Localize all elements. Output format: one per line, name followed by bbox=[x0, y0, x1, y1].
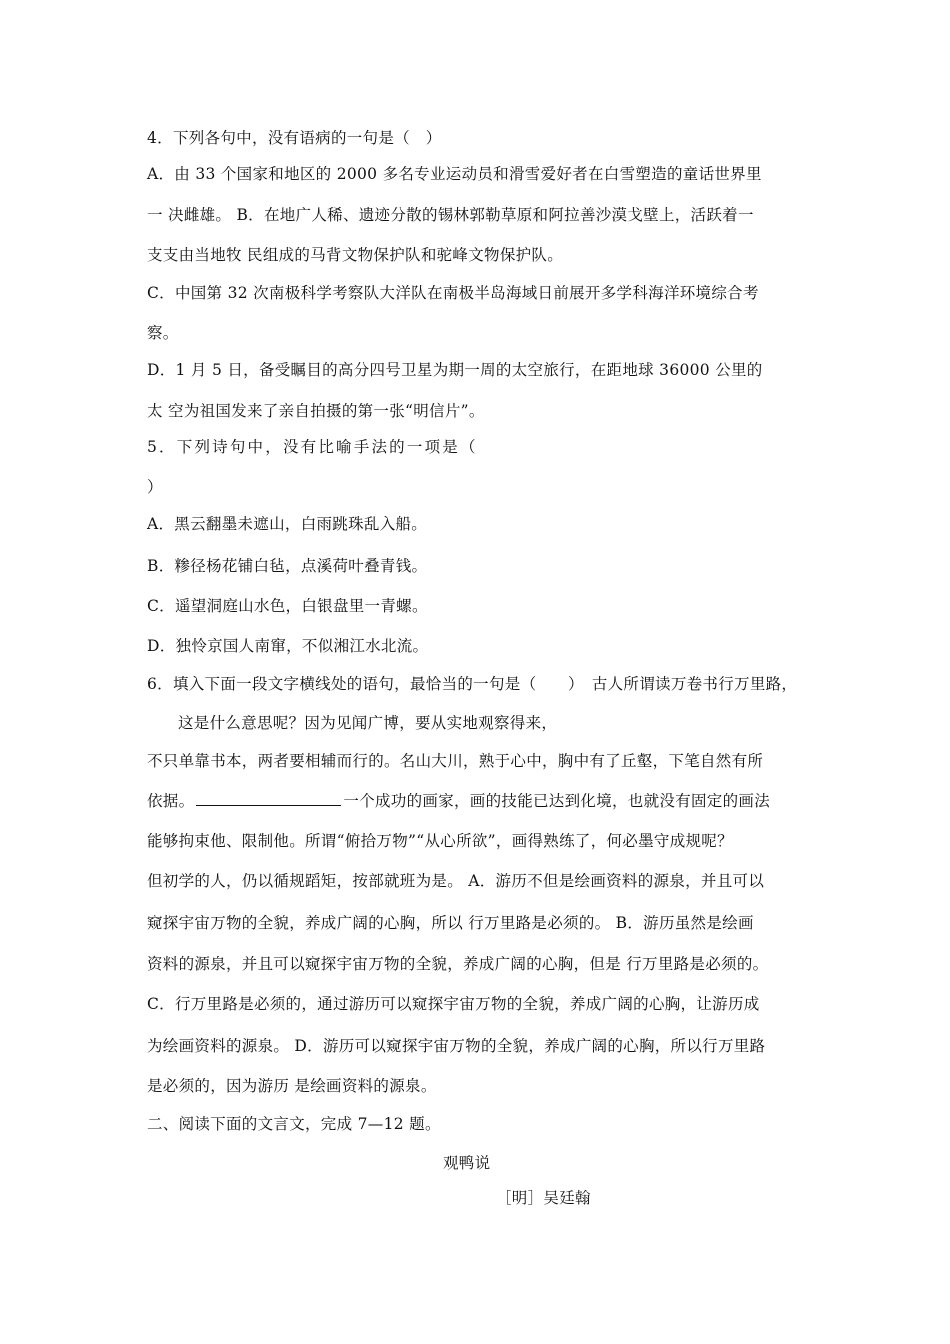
q4-option-b-line2: 支支由当地牧 民组成的马背文物保护队和驼峰文物保护队。 bbox=[147, 246, 564, 264]
q6-stem: 6．填入下面一段文字横线处的语句，最恰当的一句是（ ） 古人所谓读万卷书行万里路， bbox=[147, 675, 798, 693]
q6-passage-line1: 这是什么意思呢？因为见闻广博，要从实地观察得来， bbox=[178, 714, 558, 732]
q6-passage-line9: 为绘画资料的源泉。 D．游历可以窥探宇宙万物的全貌，养成广阔的心胸，所以行万里路 bbox=[147, 1037, 766, 1055]
q5-option-d: D．独怜京国人南窜，不似湘江水北流。 bbox=[147, 637, 429, 655]
q6-passage-line3-post: 一个成功的画家，画的技能已达到化境，也就没有固定的画法 bbox=[343, 792, 771, 810]
q6-passage-line6: 窥探宇宙万物的全貌，养成广阔的心胸，所以 行万里路是必须的。 B．游历虽然是绘画 bbox=[147, 914, 754, 932]
q5-option-c: C．遥望洞庭山水色，白银盘里一青螺。 bbox=[147, 597, 428, 615]
answer-blank bbox=[196, 790, 341, 806]
q5-option-b: B．糁径杨花铺白毡，点溪荷叶叠青钱。 bbox=[147, 557, 428, 575]
q4-stem: 4．下列各句中，没有语病的一句是（ ） bbox=[147, 129, 442, 147]
q6-passage-line3 bbox=[147, 790, 770, 812]
q5-stem-close: ） bbox=[147, 478, 163, 496]
section-heading: 二、阅读下面的文言文，完成 7—12 题。 bbox=[147, 1115, 441, 1133]
q4-option-c-line1: C．中国第 32 次南极科学考察队大洋队在南极半岛海域日前展开多学科海洋环境综合考 bbox=[147, 284, 759, 302]
q4-option-c-line2: 察。 bbox=[147, 324, 179, 342]
q4-option-d-line1: D．1 月 5 日，备受瞩目的高分四号卫星为期一周的太空旅行，在距地球 36000 公里的 bbox=[147, 361, 763, 379]
q4-option-a-line1: A．由 33 个国家和地区的 2000 多名专业运动员和滑雪爱好者在白雪塑造的童话世界里 bbox=[147, 165, 762, 183]
q6-passage-line2: 不只单靠书本，两者要相辅而行的。名山大川，熟于心中，胸中有了丘壑，下笔自然有所 bbox=[147, 752, 764, 770]
q4-option-d-line2: 太 空为祖国发来了亲自拍摄的第一张“明信片”。 bbox=[147, 402, 485, 420]
q6-passage-line4: 能够拘束他、限制他。所谓“俯拾万物”“从心所欲”，画得熟练了，何必墨守成规呢？ bbox=[147, 832, 733, 850]
q6-passage-line3-pre: 依据。 bbox=[147, 792, 195, 810]
q6-passage-line5: 但初学的人，仍以循规蹈矩，按部就班为是。 A．游历不但是绘画资料的源泉，并且可以 bbox=[147, 872, 765, 890]
q5-stem: 5．下列诗句中，没有比喻手法的一项是（ bbox=[147, 438, 478, 456]
q6-passage-line8: C．行万里路是必须的，通过游历可以窥探宇宙万物的全貌，养成广阔的心胸，让游历成 bbox=[147, 995, 760, 1013]
q6-passage-line7: 资料的源泉，并且可以窥探宇宙万物的全貌，养成广阔的心胸，但是 行万里路是必须的。 bbox=[147, 955, 769, 973]
passage-title: 观鸭说 bbox=[443, 1154, 491, 1172]
q5-option-a: A．黑云翻墨未遮山，白雨跳珠乱入船。 bbox=[147, 515, 428, 533]
q4-option-a-line2: 一 决雌雄。 B．在地广人稀、遗迹分散的锡林郭勒草原和阿拉善沙漠戈壁上，活跃着一 bbox=[147, 206, 754, 224]
q6-passage-line10: 是必须的，因为游历 是绘画资料的源泉。 bbox=[147, 1077, 437, 1095]
passage-author: ［明］吴廷翰 bbox=[496, 1189, 591, 1207]
